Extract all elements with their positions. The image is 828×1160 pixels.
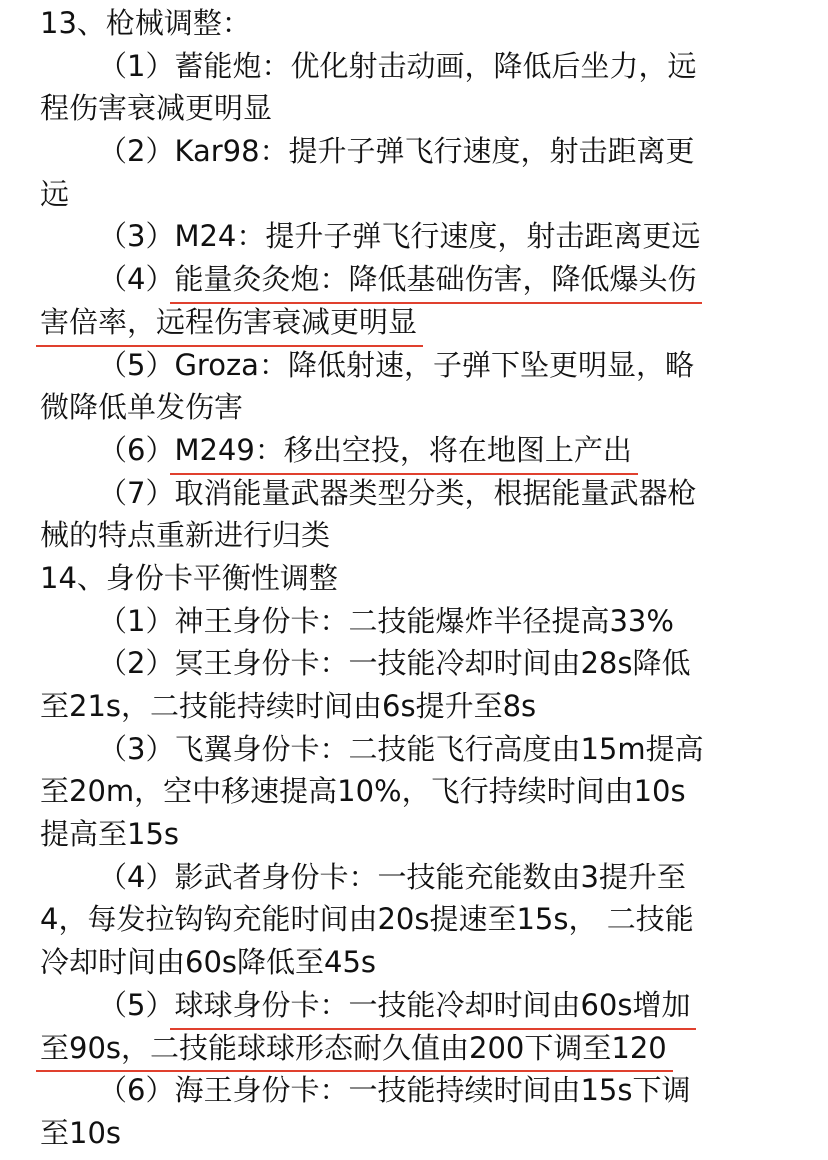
text-line: 微降低单发伤害 — [40, 390, 244, 425]
text-line: （1）蓄能炮：优化射击动画，降低后坐力，远 — [98, 48, 697, 83]
text-line: （2）Kar98：提升子弹飞行速度，射击距离更 — [98, 134, 695, 169]
text-line: （5）Groza：降低射速，子弹下坠更明显，略 — [98, 347, 694, 382]
underlined-text: 能量灸灸炮：降低基础伤害，降低爆头伤 — [174, 258, 696, 301]
text-line: （6）海王身份卡：一技能持续时间由15s下调 — [98, 1073, 691, 1108]
section-heading-13: 13、枪械调整： — [40, 6, 251, 40]
underlined-text: 球球身份卡：一技能冷却时间由60s增加 — [174, 984, 690, 1027]
text-line: （4）能量灸灸炮：降低基础伤害，降低爆头伤 — [40, 258, 788, 301]
text-line: 4，每发拉钩钩充能时间由20s提速至15s， 二技能 — [40, 902, 694, 937]
text-line: 远 — [40, 176, 70, 211]
text-line: （1）神王身份卡：二技能爆炸半径提高33% — [98, 603, 674, 638]
text-line: 冷却时间由60s降低至45s — [40, 945, 377, 980]
document-body — [40, 2, 788, 1155]
underlined-text: 至90s，二技能球球形态耐久值由200下调至120 — [40, 1027, 667, 1070]
text-line: （6）M249：移出空投，将在地图上产出 — [40, 429, 788, 472]
text-line: 提高至15s — [40, 817, 180, 852]
text-line: 至10s — [40, 1115, 122, 1150]
text-line — [40, 1027, 788, 1070]
text-line: （4）影武者身份卡：一技能充能数由3提升至 — [98, 859, 686, 894]
underlined-text: M249：移出空投，将在地图上产出 — [174, 429, 631, 472]
text-line: 械的特点重新进行归类 — [40, 518, 331, 553]
text-line — [40, 301, 788, 344]
text-line: 至20m，空中移速提高10%，飞行持续时间由10s — [40, 774, 686, 809]
underlined-text: 害倍率， — [40, 301, 156, 344]
text-line: （2）冥王身份卡：一技能冷却时间由28s降低 — [98, 646, 691, 681]
text-line: 至21s，二技能持续时间由6s提升至8s — [40, 689, 537, 723]
text-line: （3）飞翼身份卡：二技能飞行高度由15m提高 — [98, 731, 704, 766]
text-line: （7）取消能量武器类型分类，根据能量武器枪 — [98, 475, 697, 510]
text-line: 程伤害衰减更明显 — [40, 91, 273, 126]
section-heading-14: 14、身份卡平衡性调整 — [40, 560, 338, 595]
text-line: （5）球球身份卡：一技能冷却时间由60s增加 — [40, 984, 788, 1027]
text-line: （3）M24：提升子弹飞行速度，射击距离更远 — [98, 219, 701, 254]
underlined-text: 远程伤害衰减更明显 — [156, 301, 417, 344]
